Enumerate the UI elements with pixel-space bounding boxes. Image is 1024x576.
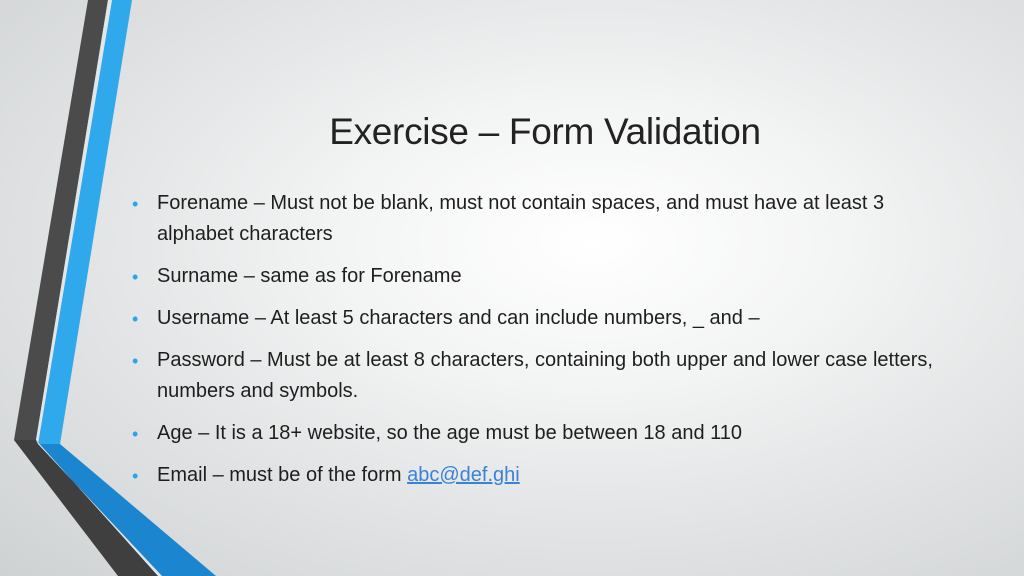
list-item [130, 303, 950, 334]
bullet-text: Password – Must be at least 8 characters, containing both upper and lower case letters, numbers and symbols. [157, 349, 933, 402]
list-item [130, 261, 950, 292]
bullet-icon: • [132, 309, 139, 329]
bullet-icon: • [132, 194, 139, 214]
bullet-text: Forename – Must not be blank, must not contain spaces, and must have at least 3 alphabet characters [157, 192, 885, 245]
bullet-text: Age – It is a 18+ website, so the age must be between 18 and 110 [157, 422, 743, 444]
list-item [130, 460, 950, 491]
bullet-icon: • [132, 424, 139, 444]
bullet-icon: • [132, 466, 139, 486]
bullet-list [130, 188, 950, 502]
bullet-text: Surname – same as for Forename [157, 265, 462, 287]
list-item [130, 345, 950, 407]
bullet-icon: • [132, 267, 139, 287]
bullet-text: Username – At least 5 characters and can include numbers, _ and – [157, 307, 760, 329]
bullet-text: Email – must be of the form [157, 464, 408, 486]
bullet-icon: • [132, 351, 139, 371]
email-example-link[interactable]: abc@def.ghi [407, 464, 520, 486]
slide-title: Exercise – Form Validation [329, 111, 761, 152]
light-stripe [36, 0, 112, 444]
list-item [130, 418, 950, 449]
list-item [130, 188, 950, 250]
